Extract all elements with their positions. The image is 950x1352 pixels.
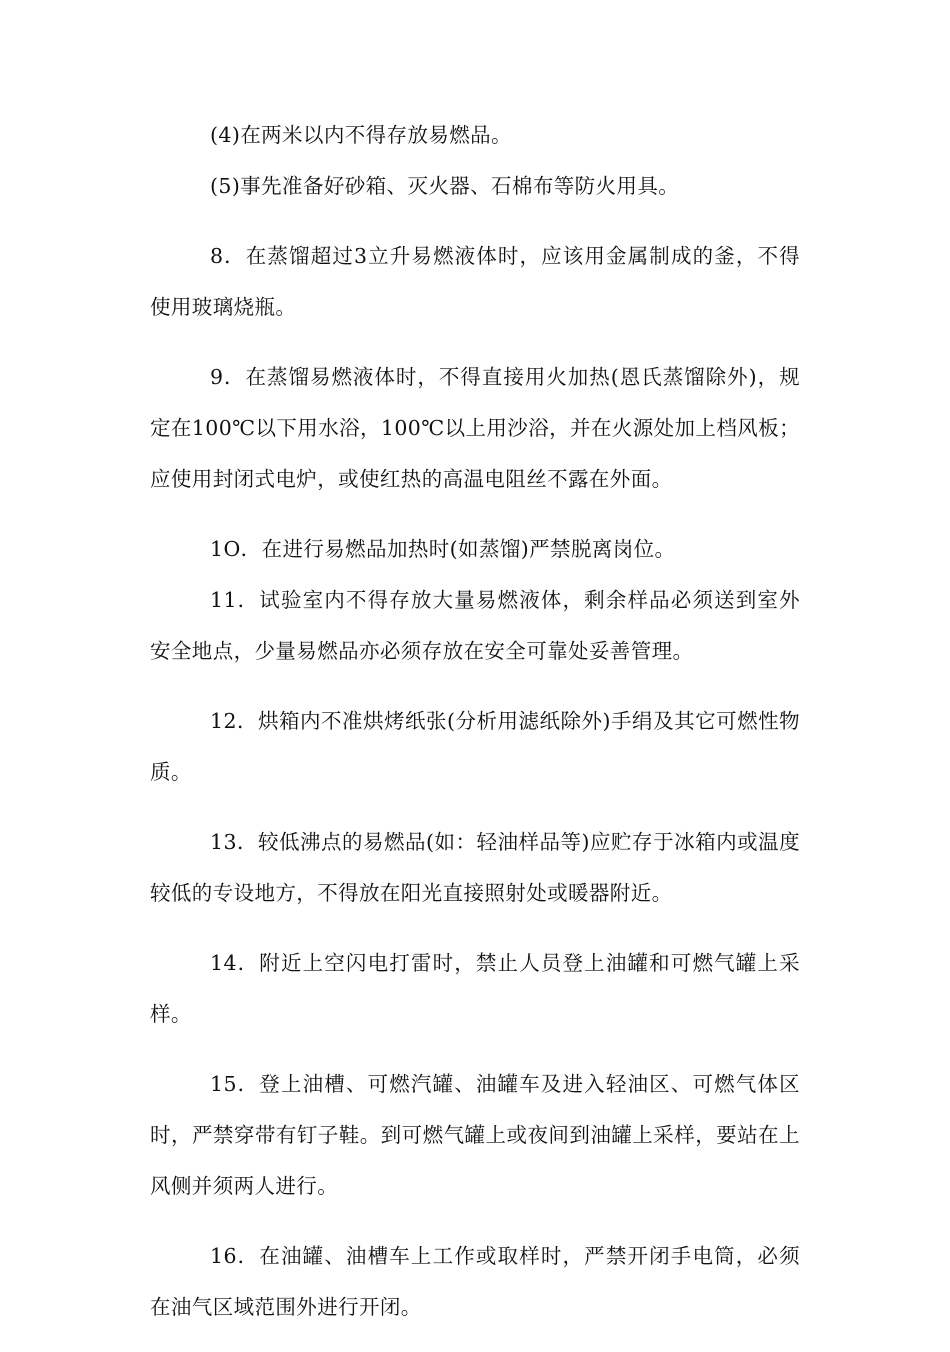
paragraph-rule-8: 8．在蒸馏超过3立升易燃液体时，应该用金属制成的釜，不得使用玻璃烧瓶。 xyxy=(150,244,800,319)
paragraph-rule-12: 12．烘箱内不准烘烤纸张(分析用滤纸除外)手绢及其它可燃性物质。 xyxy=(150,709,800,784)
paragraph-item-4: (4)在两米以内不得存放易燃品。 xyxy=(210,123,512,147)
paragraph-rule-14: 14．附近上空闪电打雷时，禁止人员登上油罐和可燃气罐上采样。 xyxy=(150,951,800,1026)
paragraph-rule-10: 1O．在进行易燃品加热时(如蒸馏)严禁脱离岗位。 xyxy=(210,537,676,561)
paragraph-rule-13: 13．较低沸点的易燃品(如：轻油样品等)应贮存于冰箱内或温度较低的专设地方，不得放在阳光直接照射处或暖器附近。 xyxy=(150,830,800,905)
document-page xyxy=(150,110,800,1352)
paragraph-rule-9: 9．在蒸馏易燃液体时，不得直接用火加热(恩氏蒸馏除外)，规定在100℃以下用水浴，100℃以上用沙浴，并在火源处加上档风板；应使用封闭式电炉，或使红热的高温电阻丝不露在外面。 xyxy=(150,365,800,491)
paragraph-rule-16: 16．在油罐、油槽车上工作或取样时，严禁开闭手电筒，必须在油气区域范围外进行开闭。 xyxy=(150,1244,800,1319)
paragraph-item-5: (5)事先准备好砂箱、灭火器、石棉布等防火用具。 xyxy=(210,174,680,198)
paragraph-rule-11: 11．试验室内不得存放大量易燃液体，剩余样品必须送到室外安全地点，少量易燃品亦必须存放在安全可靠处妥善管理。 xyxy=(150,588,800,663)
paragraph-rule-15: 15．登上油槽、可燃汽罐、油罐车及进入轻油区、可燃气体区时，严禁穿带有钉子鞋。到可燃气罐上或夜间到油罐上采样，要站在上风侧并须两人进行。 xyxy=(150,1072,800,1198)
